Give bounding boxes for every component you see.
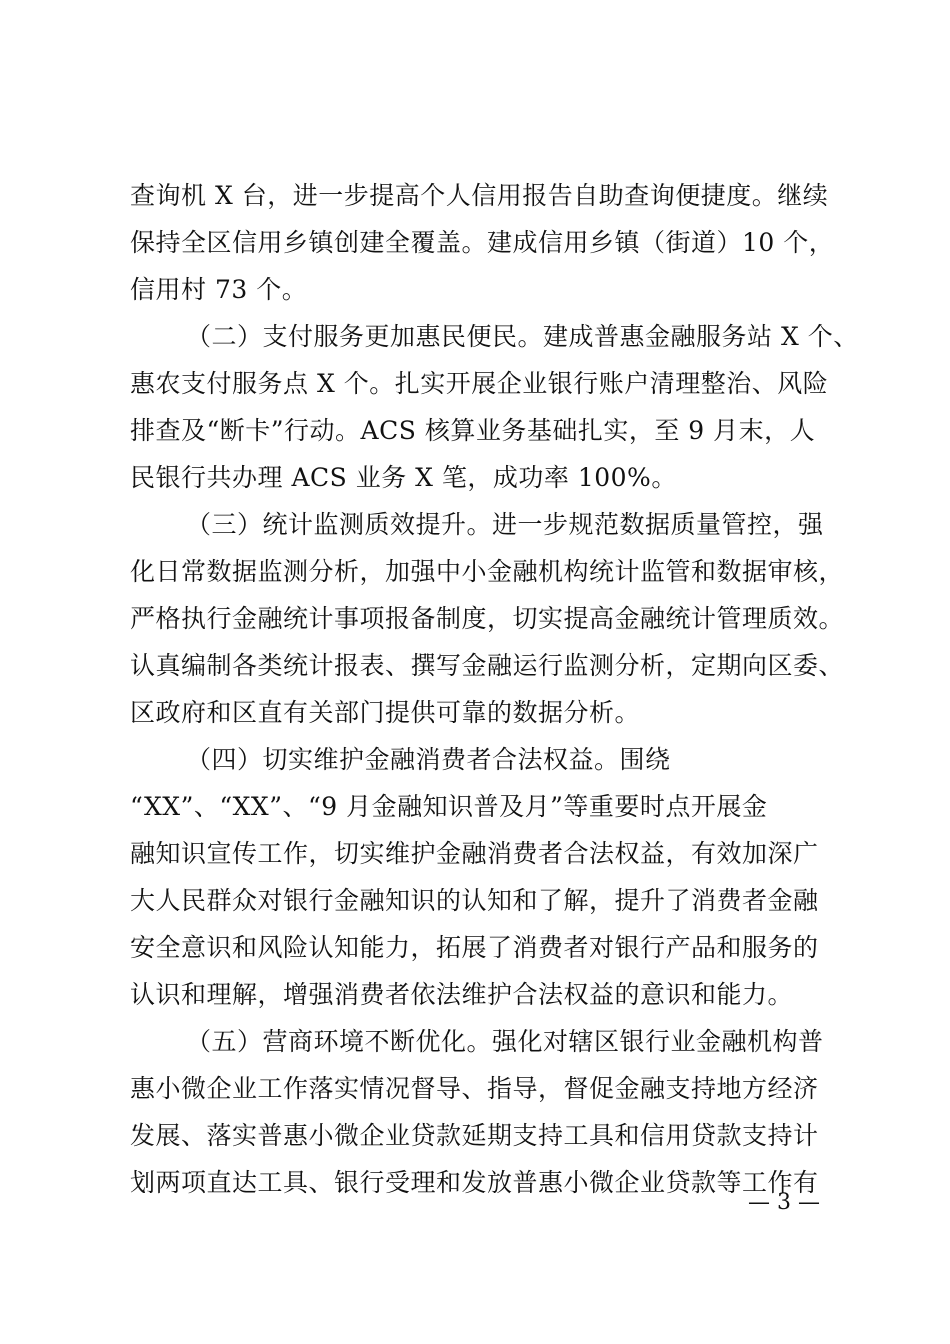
- text-line: 大人民群众对银行金融知识的认知和了解，提升了消费者金融: [130, 886, 819, 915]
- text-line: 严格执行金融统计事项报备制度，切实提高金融统计管理质效。: [130, 604, 845, 633]
- text-line-heading: （五）营商环境不断优化。强化对辖区银行业金融机构普: [186, 1027, 824, 1056]
- text-line: 惠小微企业工作落实情况督导、指导，督促金融支持地方经济: [130, 1074, 819, 1103]
- text-line: 民银行共办理 ACS 业务 X 笔，成功率 100%。: [130, 463, 677, 492]
- paragraph-statistics-monitoring: [130, 501, 845, 736]
- text-line: 认识和理解，增强消费者依法维护合法权益的意识和能力。: [130, 980, 794, 1009]
- text-line-heading: （三）统计监测质效提升。进一步规范数据质量管控，强: [186, 510, 824, 539]
- paragraph-consumer-rights: [130, 736, 830, 1018]
- text-line: 安全意识和风险认知能力，拓展了消费者对银行产品和服务的: [130, 933, 819, 962]
- text-line-heading: （二）支付服务更加惠民便民。建成普惠金融服务站 X 个、: [186, 322, 859, 351]
- paragraph-credit-system: [130, 172, 835, 313]
- text-line: 排查及“断卡”行动。ACS 核算业务基础扎实，至 9 月末，人: [130, 416, 816, 445]
- document-body: [130, 172, 859, 1206]
- text-line: “XX”、“XX”、“9 月金融知识普及月”等重要时点开展金: [130, 792, 768, 821]
- paragraph-payment-services: [130, 313, 859, 501]
- text-line: 化日常数据监测分析，加强中小金融机构统计监管和数据审核，: [130, 557, 845, 586]
- text-line: 认真编制各类统计报表、撰写金融运行监测分析，定期向区委、: [130, 651, 845, 680]
- page-number: — 3 —: [748, 1190, 820, 1215]
- text-line: 发展、落实普惠小微企业贷款延期支持工具和信用贷款支持计: [130, 1121, 819, 1150]
- text-line: 区政府和区直有关部门提供可靠的数据分析。: [130, 698, 641, 727]
- text-line: 信用村 73 个。: [130, 275, 308, 304]
- text-line: 划两项直达工具、银行受理和发放普惠小微企业贷款等工作有: [130, 1168, 819, 1197]
- text-line-heading: （四）切实维护金融消费者合法权益。围绕: [186, 745, 671, 774]
- text-line: 保持全区信用乡镇创建全覆盖。建成信用乡镇（街道）10 个，: [130, 228, 835, 257]
- paragraph-business-environment: [130, 1018, 830, 1206]
- text-line: 查询机 X 台，进一步提高个人信用报告自助查询便捷度。继续: [130, 181, 829, 210]
- text-line: 融知识宣传工作，切实维护金融消费者合法权益，有效加深广: [130, 839, 819, 868]
- text-line: 惠农支付服务点 X 个。扎实开展企业银行账户清理整治、风险: [130, 369, 829, 398]
